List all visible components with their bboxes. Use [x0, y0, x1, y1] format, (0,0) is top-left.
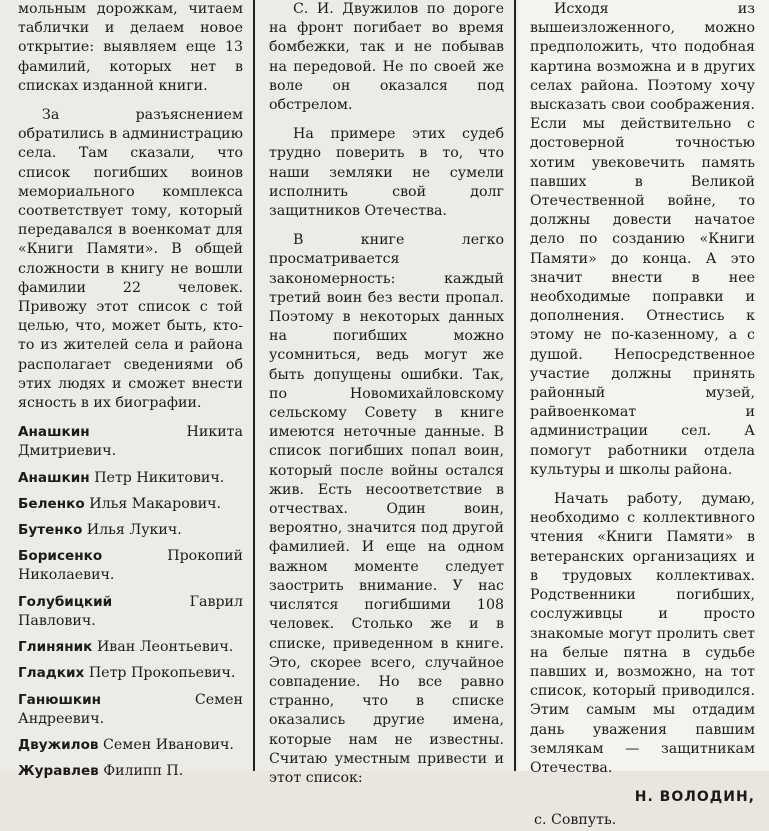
name-entry [18, 638, 243, 657]
column-divider [253, 0, 255, 771]
given-names: Петр Никитович. [94, 469, 225, 486]
surname: Голубицкий [18, 593, 113, 610]
given-names: Гаврил Павлович. [18, 593, 243, 629]
surname: Ганюшкин [18, 691, 102, 708]
given-names: Филипп П. [103, 763, 184, 780]
paragraph: На примере этих судеб трудно поверить в то, что наши земляки не сумели исполнить свой долг защитников Отечества. [269, 126, 504, 220]
name-entry [18, 762, 243, 781]
name-entry [18, 664, 243, 683]
paragraph: За разъяснением обратились в администрацию села. Там сказали, что список погибших воинов мемориального комплекса соответствует тому, который передавался в военкомат для «Книги Памяти». В общей сложности в книгу не вошли фамилии 22 человек. Привожу этот список с той целью, что, может быть, кто-то из жителей села и района располагает сведениями об этих людях и сможет внести ясность в их биографии. [18, 107, 243, 412]
paragraph: В книге легко просматривается закономерность: каждый третий воин без вести пропал. Поэтому в некоторых данных на погибших можно усомниться, ведь могут же быть допущены ошибки. Так, по Новомихайловскому сельскому Совету в книге имеются неточные данные. В список погибших попал воин, который после войны остался жив. Есть несоответствие в отчествах. Один воин, вероятно, значится под другой фамилией. И еще на одном важном моменте следует заострить внимание. У нас числятся погибшими 108 человек. Столько же и в списке, приведенном в книге. Это, скорее всего, случайное совпадение. Но все равно странно, что в списке оказались другие имена, которые нам не известны. Считаю уместным привести и этот список: [269, 232, 504, 786]
given-names: Никита Дмитриевич. [18, 424, 243, 460]
author-signature: Н. ВОЛОДИН, [634, 789, 755, 806]
given-names: Иван Леонтьевич. [96, 639, 234, 656]
given-names: Прокопий Николаевич. [18, 548, 243, 584]
surname: Борисенко [18, 548, 103, 565]
column-1 [0, 0, 251, 780]
surname: Гладких [18, 665, 85, 682]
name-entry [18, 495, 243, 514]
name-entry [18, 469, 243, 488]
paragraph: Начать работу, думаю, необходимо с коллективного чтения «Книги Памяти» в ветеранских организациях и в трудовых коллективах. Родственники погибших, сослуживцы и просто знакомые могут пролить свет на белые пятна в судьбе павших и, возможно, на тот список, который приводился. Этим самым мы отдадим дань уважения павшим землякам — защитникам Отечества. [530, 491, 755, 776]
given-names: Илья Лукич. [86, 522, 182, 539]
name-entry [18, 736, 243, 755]
surname: Бутенко [18, 522, 83, 539]
column-divider [514, 0, 516, 771]
column-3 [518, 0, 769, 829]
surname: Журавлев [18, 763, 99, 780]
given-names: Илья Макарович. [89, 495, 222, 512]
surname: Двужилов [18, 736, 99, 753]
surname: Беленко [18, 495, 85, 512]
surname: Глиняник [18, 639, 93, 656]
given-names: Петр Прокопьевич. [88, 665, 236, 682]
paragraph: С. И. Двужилов по дороге на фронт погибает во время бомбежки, так и не побывав на передовой. Не по своей же воле он оказался под обстрелом. [269, 1, 504, 114]
column-2 [257, 0, 512, 786]
author-location: с. Совпуть. [534, 812, 617, 829]
given-names: Семен Иванович. [103, 736, 234, 753]
name-entry [18, 521, 243, 540]
name-entry [18, 691, 243, 729]
surname: Анашкин [18, 469, 90, 486]
paragraph: мольным дорожкам, читаем таблички и делаем новое открытие: выявляем еще 13 фамилий, которых нет в списках изданной книги. [18, 1, 243, 94]
name-entry [18, 593, 243, 631]
name-entry [18, 423, 243, 461]
name-entry [18, 547, 243, 585]
paragraph: Исходя из вышеизложенного, можно предположить, что подобная картина возможна и в других селах района. Поэтому хочу высказать свои соображения. Если мы действительно с достоверной точностью хотим увековечить память павших в Великой Отечественной войне, то должны довести начатое дело по созданию «Книги Памяти» до конца. А это значит внести в нее необходимые поправки и дополнения. Отнестись к этому не по-казенному, а с душой. Непосредственное участие должны принять районный музей, райвоенкомат и администрации сел. А помогут работники отдела культуры и школы района. [530, 1, 755, 478]
surname: Анашкин [18, 424, 90, 441]
given-names: Семен Андреевич. [18, 691, 243, 727]
